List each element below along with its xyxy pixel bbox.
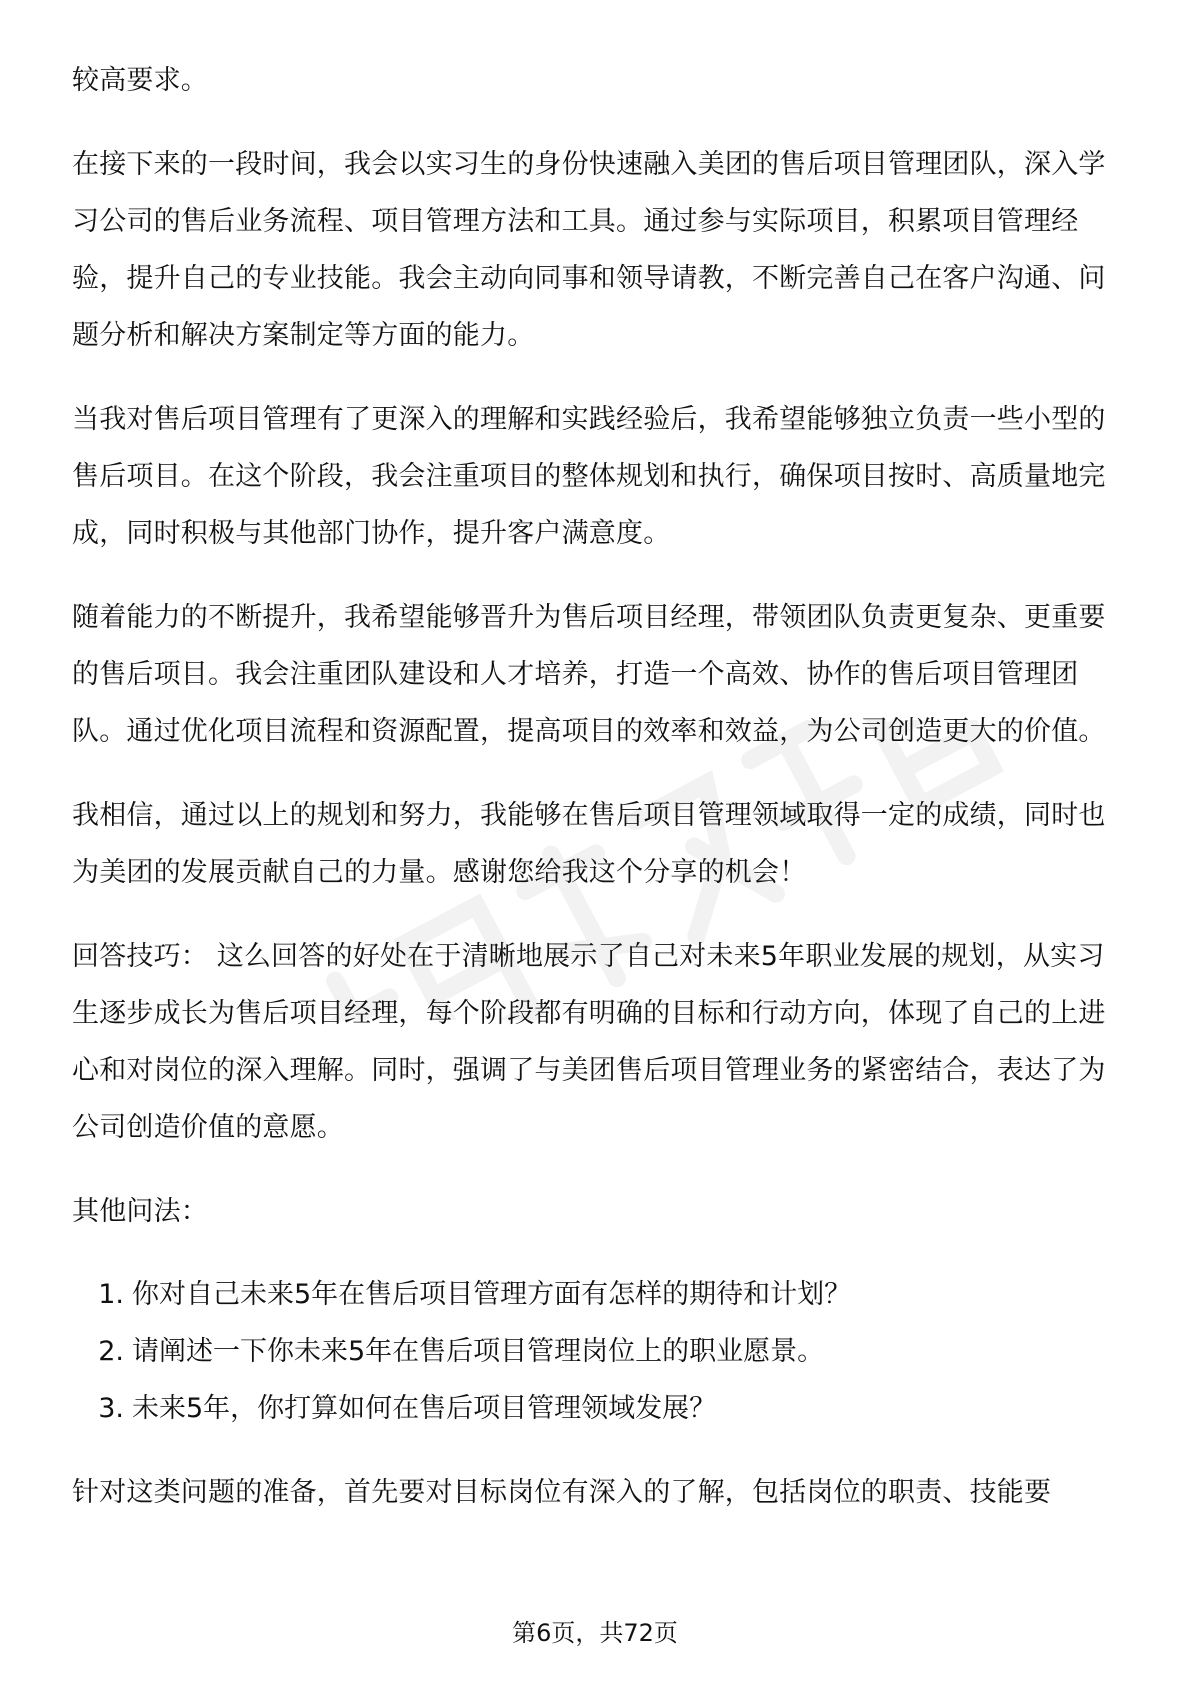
document-body bbox=[72, 52, 1118, 1521]
paragraph-answer-tips: 回答技巧： 这么回答的好处在于清晰地展示了自己对未来5年职业发展的规划，从实习生逐步成长为售后项目经理，每个阶段都有明确的目标和行动方向，体现了自己的上进心和对岗位的深入理解。同时，强调了与美团售后项目管理业务的紧密结合，表达了为公司创造价值的意愿。 bbox=[72, 941, 1106, 1143]
list-item bbox=[72, 1266, 1118, 1323]
list-item bbox=[72, 1380, 1118, 1437]
list-item-number: 3. bbox=[98, 1393, 124, 1424]
other-questions-list bbox=[72, 1266, 1118, 1437]
list-item-number: 2. bbox=[98, 1336, 124, 1367]
paragraph-intro-tail: 较高要求。 bbox=[72, 65, 208, 96]
page-number: 第6页，共72页 bbox=[512, 1619, 678, 1647]
paragraph-preparation: 针对这类问题的准备，首先要对目标岗位有深入的了解，包括岗位的职责、技能要 bbox=[72, 1477, 1052, 1508]
paragraph-stage-one: 在接下来的一段时间，我会以实习生的身份快速融入美团的售后项目管理团队，深入学习公司的售后业务流程、项目管理方法和工具。通过参与实际项目，积累项目管理经验，提升自己的专业技能。我会主动向同事和领导请教，不断完善自己在客户沟通、问题分析和解决方案制定等方面的能力。 bbox=[72, 149, 1106, 351]
list-item-text: 请阐述一下你未来5年在售后项目管理岗位上的职业愿景。 bbox=[132, 1336, 825, 1367]
paragraph-closing: 我相信，通过以上的规划和努力，我能够在售后项目管理领域取得一定的成绩，同时也为美团的发展贡献自己的力量。感谢您给我这个分享的机会！ bbox=[72, 800, 1106, 888]
list-item-number: 1. bbox=[98, 1279, 124, 1310]
list-item-text: 你对自己未来5年在售后项目管理方面有怎样的期待和计划？ bbox=[132, 1279, 852, 1310]
paragraph-stage-three: 随着能力的不断提升，我希望能够晋升为售后项目经理，带领团队负责更复杂、更重要的售后项目。我会注重团队建设和人才培养，打造一个高效、协作的售后项目管理团队。通过优化项目流程和资源配置，提高项目的效率和效益，为公司创造更大的价值。 bbox=[72, 602, 1106, 747]
list-item-text: 未来5年，你打算如何在售后项目管理领域发展？ bbox=[132, 1393, 717, 1424]
list-item bbox=[72, 1323, 1118, 1380]
paragraph-other-questions-heading: 其他问法： bbox=[72, 1196, 208, 1227]
paragraph-stage-two: 当我对售后项目管理有了更深入的理解和实践经验后，我希望能够独立负责一些小型的售后项目。在这个阶段，我会注重项目的整体规划和执行，确保项目按时、高质量地完成，同时积极与其他部门协作，提升客户满意度。 bbox=[72, 404, 1106, 549]
